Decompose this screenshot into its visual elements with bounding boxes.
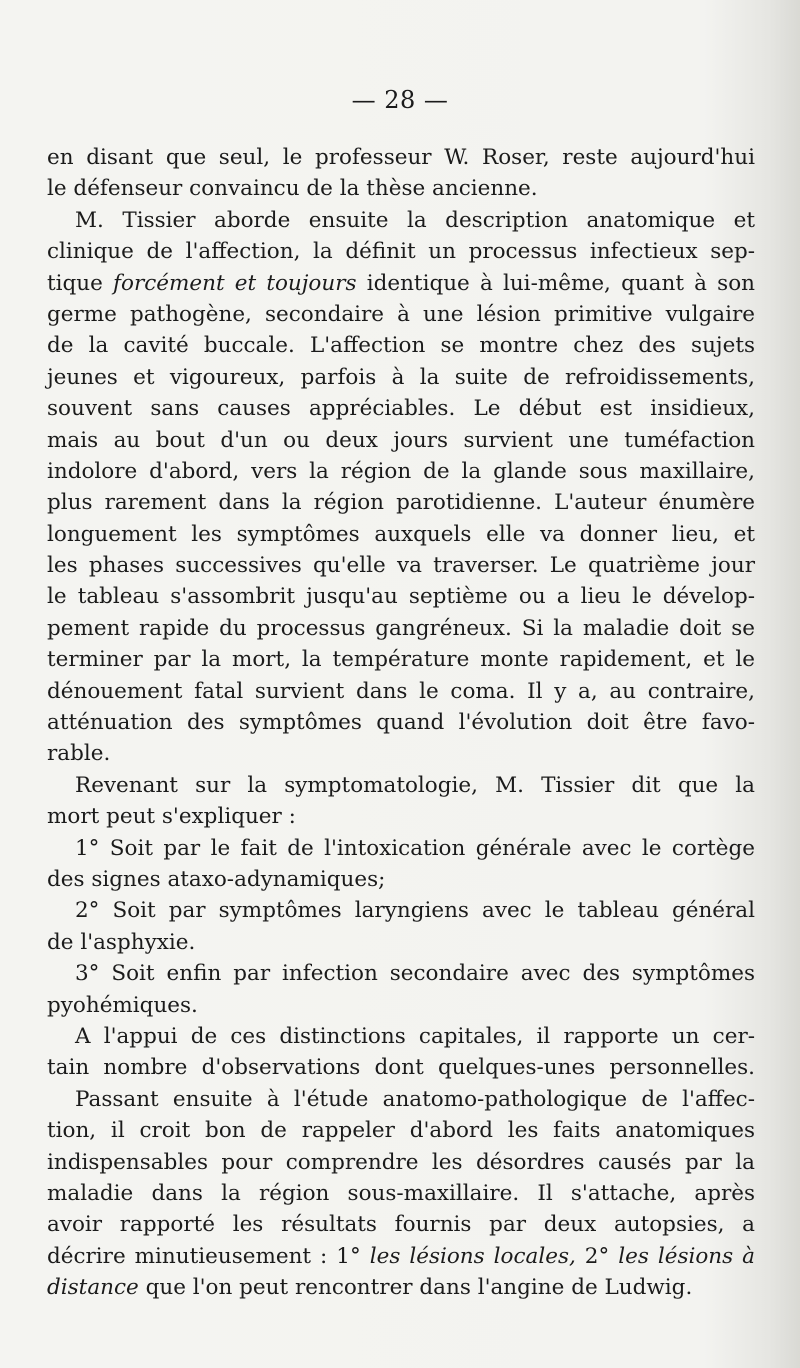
text-line xyxy=(47,770,755,801)
text-segment: germe pathogène, secondaire à une lésion primitive vulgaire xyxy=(47,301,755,327)
text-line xyxy=(47,1209,755,1240)
italic-text: forcément et toujours xyxy=(113,270,357,296)
italic-text: les lésions à xyxy=(618,1243,755,1269)
text-line xyxy=(47,927,755,958)
text-segment: des signes ataxo-adynamiques; xyxy=(47,866,386,892)
text-line xyxy=(47,550,755,581)
text-segment: que l'on peut rencontrer dans l'angine de Ludwig. xyxy=(138,1275,693,1301)
text-segment: terminer par la mort, la température monte rapidement, et le xyxy=(47,647,755,673)
text-line xyxy=(47,1115,755,1146)
text-segment: indolore d'abord, vers la région de la glande sous maxillaire, xyxy=(47,458,755,484)
text-segment: pement rapide du processus gangréneux. Si la maladie doit se xyxy=(47,615,755,641)
text-segment: identique à lui-même, quant à son xyxy=(356,270,755,296)
text-segment: indispensables pour comprendre les désordres causés par la xyxy=(47,1149,755,1175)
text-line xyxy=(47,519,755,550)
text-line xyxy=(47,707,755,738)
text-segment: le tableau s'assombrit jusqu'au septième ou a lieu le dévelop- xyxy=(47,584,755,610)
text-segment: souvent sans causes appréciables. Le début est insidieux, xyxy=(47,396,755,422)
text-segment: A l'appui de ces distinctions capitales, il rapporte un cer- xyxy=(75,1023,755,1049)
text-segment: 2° Soit par symptômes laryngiens avec le tableau général xyxy=(75,898,755,924)
text-line xyxy=(47,268,755,299)
text-segment: maladie dans la région sous-maxillaire. Il s'attache, après xyxy=(47,1180,755,1206)
text-segment: atténuation des symptômes quand l'évolution doit être favo- xyxy=(47,710,755,736)
text-line xyxy=(47,738,755,769)
text-segment: de la cavité buccale. L'affection se montre chez des sujets xyxy=(47,333,755,359)
text-line xyxy=(47,425,755,456)
text-segment: décrire minutieusement : 1° xyxy=(47,1243,370,1269)
text-segment: rable. xyxy=(47,741,111,767)
text-segment: M. Tissier aborde ensuite la description anatomique et xyxy=(75,207,755,233)
text-segment: tain nombre d'observations dont quelques-unes personnelles. xyxy=(47,1055,755,1081)
text-line xyxy=(47,613,755,644)
text-line xyxy=(47,205,755,236)
text-segment: 1° Soit par le fait de l'intoxication générale avec le cortège xyxy=(75,835,755,861)
text-line xyxy=(47,644,755,675)
text-line xyxy=(47,990,755,1021)
text-line xyxy=(47,1052,755,1083)
text-segment: mort peut s'expliquer : xyxy=(47,804,296,830)
text-line xyxy=(47,299,755,330)
text-line xyxy=(47,173,755,204)
text-line xyxy=(47,487,755,518)
text-segment: dénouement fatal survient dans le coma. Il y a, au contraire, xyxy=(47,678,755,704)
italic-text: les lésions locales, xyxy=(369,1243,576,1269)
text-segment: clinique de l'affection, la définit un processus infectieux sep- xyxy=(47,239,755,265)
text-line xyxy=(47,1021,755,1052)
text-segment: tion, il croit bon de rappeler d'abord les faits anatomiques xyxy=(47,1118,755,1144)
body-text xyxy=(47,142,755,1303)
text-line xyxy=(47,833,755,864)
text-line xyxy=(47,236,755,267)
text-segment: 2° xyxy=(575,1243,619,1269)
text-segment: longuement les symptômes auxquels elle va donner lieu, et xyxy=(47,521,755,547)
text-segment: Passant ensuite à l'étude anatomo-pathologique de l'affec- xyxy=(75,1086,755,1112)
text-line xyxy=(47,1178,755,1209)
text-line xyxy=(47,581,755,612)
text-segment: en disant que seul, le professeur W. Roser, reste aujourd'hui xyxy=(47,145,755,170)
page-number: — 28 — xyxy=(351,86,449,114)
text-segment: Revenant sur la symptomatologie, M. Tissier dit que la xyxy=(75,772,755,798)
text-segment: mais au bout d'un ou deux jours survient une tuméfaction xyxy=(47,427,755,453)
text-segment: de l'asphyxie. xyxy=(47,929,196,955)
text-line xyxy=(47,456,755,487)
text-segment: le défenseur convaincu de la thèse ancienne. xyxy=(47,176,538,202)
text-line xyxy=(47,1241,755,1272)
italic-text: distance xyxy=(47,1275,139,1301)
text-segment: les phases successives qu'elle va traverser. Le quatrième jour xyxy=(47,553,755,579)
text-line xyxy=(47,676,755,707)
text-segment: jeunes et vigoureux, parfois à la suite de refroidissements, xyxy=(47,364,755,390)
text-line xyxy=(47,330,755,361)
text-line xyxy=(47,362,755,393)
text-line xyxy=(47,142,755,173)
text-segment: tique xyxy=(47,270,114,296)
text-line xyxy=(47,864,755,895)
text-line xyxy=(47,1147,755,1178)
text-segment: 3° Soit enfin par infection secondaire avec des symptômes xyxy=(75,961,755,987)
text-line xyxy=(47,1084,755,1115)
text-segment: pyohémiques. xyxy=(47,992,198,1018)
text-line xyxy=(47,1272,755,1303)
text-line xyxy=(47,801,755,832)
text-segment: plus rarement dans la région parotidienne. L'auteur énumère xyxy=(47,490,755,516)
text-segment: avoir rapporté les résultats fournis par deux autopsies, a xyxy=(47,1212,755,1238)
text-line xyxy=(47,958,755,989)
text-line xyxy=(47,393,755,424)
text-line xyxy=(47,895,755,926)
